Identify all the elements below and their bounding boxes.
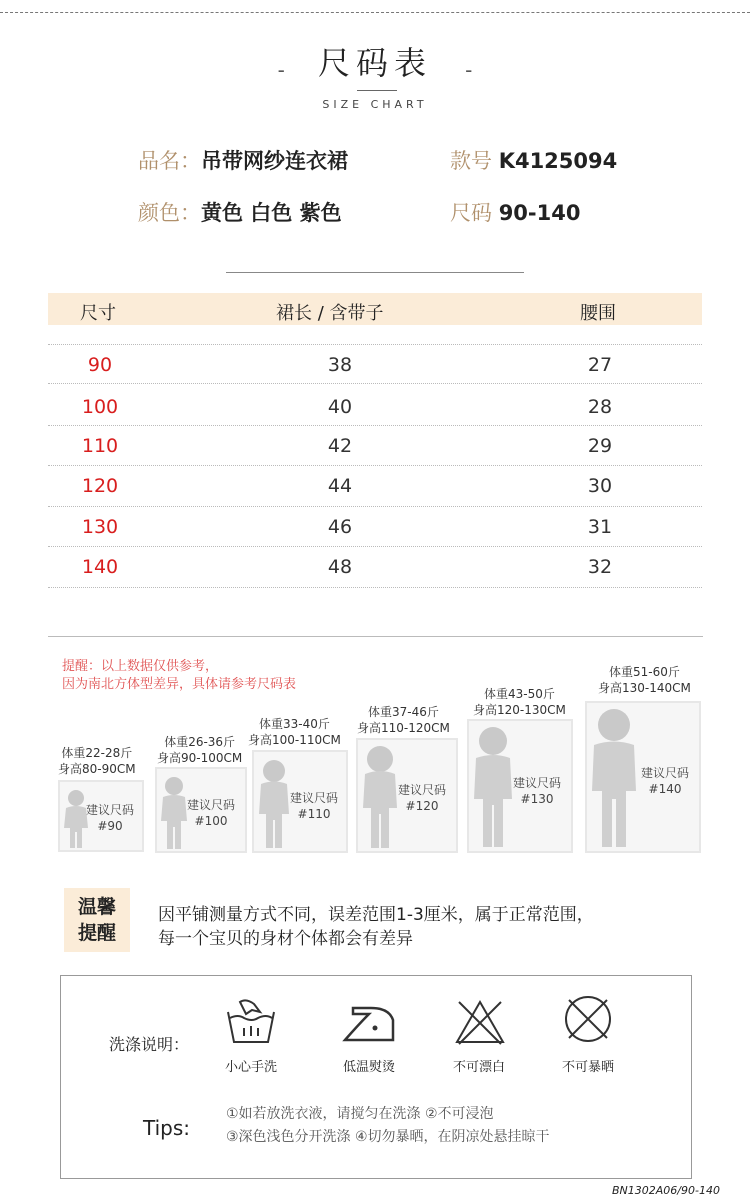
- cell-waist: 30: [587, 475, 613, 497]
- figure-box: [252, 750, 348, 853]
- suggest-code: #140: [648, 782, 682, 796]
- product-name-value: 吊带网纱连衣裙: [201, 149, 348, 173]
- figure-height: 身高80-90CM: [58, 762, 136, 776]
- cell-length: 40: [327, 396, 353, 418]
- suggest-label: 建议尺码: [86, 803, 135, 817]
- cell-size: 120: [81, 475, 119, 497]
- figure-suggestion: [398, 782, 446, 814]
- figure-box: [585, 701, 701, 853]
- cell-waist: 32: [587, 556, 613, 578]
- product-name-label: 品名：: [138, 149, 201, 173]
- cell-size: 140: [81, 556, 119, 578]
- cell-size: 90: [87, 354, 113, 376]
- care-label: 洗涤说明：: [109, 1035, 190, 1054]
- cell-waist: 28: [587, 396, 613, 418]
- suggest-code: #110: [297, 807, 331, 821]
- product-name-row: [138, 145, 348, 175]
- warm-tip-line-2: 每一个宝贝的身材个体都会有差异: [158, 929, 413, 949]
- style-number-value: K4125094: [498, 149, 618, 173]
- row-divider: [48, 506, 702, 507]
- size-table-header: [48, 293, 702, 325]
- row-divider: [48, 465, 702, 466]
- figure-weight-height: [248, 716, 341, 748]
- header-waist: 腰围: [580, 303, 616, 324]
- page-title: 尺码表: [317, 44, 432, 82]
- figure-weight-height: [58, 745, 136, 777]
- page-subtitle: SIZE CHART: [322, 98, 428, 111]
- cell-size: 110: [81, 435, 119, 457]
- suggest-code: #130: [520, 792, 554, 806]
- top-dashed-divider: [0, 12, 750, 13]
- figure-weight: 体重26-36斤: [164, 735, 236, 749]
- size-range-row: [450, 197, 580, 227]
- cell-waist: 31: [587, 516, 613, 538]
- cell-length: 38: [327, 354, 353, 376]
- color-label: 颜色：: [138, 201, 201, 225]
- child-silhouette-icon: [159, 775, 189, 851]
- cell-length: 46: [327, 516, 353, 538]
- figure-suggestion: [86, 802, 134, 834]
- figure-suggestion: [641, 765, 689, 797]
- care-caption: 不可暴晒: [561, 1060, 614, 1075]
- row-divider: [48, 546, 702, 547]
- tips-label: Tips:: [143, 1116, 191, 1140]
- figure-suggestion: [290, 790, 338, 822]
- figure-suggestion: [187, 797, 235, 829]
- style-number-label: 款号: [450, 149, 492, 173]
- figure-height: 身高90-100CM: [157, 751, 243, 765]
- figure-box: [58, 780, 144, 852]
- reminder-line-1: 提醒：以上数据仅供参考，: [62, 659, 219, 674]
- figure-weight-height: [598, 664, 691, 696]
- header-length: 裙长 / 含带子: [276, 303, 384, 324]
- header-size: 尺寸: [80, 303, 116, 324]
- reminder-line-2: 因为南北方体型差异，具体请参考尺码表: [62, 677, 297, 692]
- child-silhouette-icon: [361, 744, 399, 850]
- suggest-label: 建议尺码: [398, 783, 447, 797]
- figure-weight-height: [157, 734, 242, 766]
- cell-size: 100: [81, 396, 119, 418]
- title-underline: [357, 90, 397, 91]
- low-iron-icon: [341, 1000, 397, 1044]
- hand-wash-icon: [224, 998, 278, 1046]
- cell-length: 48: [327, 556, 353, 578]
- suggest-label: 建议尺码: [641, 766, 690, 780]
- cell-length: 44: [327, 475, 353, 497]
- suggest-code: #120: [405, 799, 439, 813]
- row-divider: [48, 425, 702, 426]
- suggest-label: 建议尺码: [513, 776, 562, 790]
- care-caption: 不可漂白: [452, 1060, 505, 1075]
- figure-box: [155, 767, 247, 853]
- badge-line-1: 温馨: [77, 896, 116, 918]
- badge-line-2: 提醒: [77, 922, 116, 944]
- child-silhouette-icon: [590, 707, 638, 849]
- figure-weight-height: [357, 704, 450, 736]
- tips-line-1: ①如若放洗衣液，请搅匀在洗涤 ②不可浸泡: [226, 1106, 494, 1122]
- figure-height: 身高100-110CM: [248, 733, 341, 747]
- figure-suggestion: [513, 775, 561, 807]
- row-divider: [48, 383, 702, 384]
- size-range-value: 90-140: [498, 201, 581, 225]
- tips-line-2: ③深色浅色分开洗涤 ④切勿暴晒，在阴凉处悬挂晾干: [226, 1129, 550, 1145]
- section-divider: [48, 636, 703, 637]
- figure-weight: 体重22-28斤: [61, 746, 133, 760]
- figure-height: 身高120-130CM: [473, 703, 566, 717]
- figure-height: 身高130-140CM: [598, 681, 691, 695]
- figure-weight: 体重33-40斤: [259, 717, 330, 731]
- no-bleach-icon: [453, 998, 507, 1046]
- title-dash-right: -: [465, 57, 473, 82]
- color-value: 黄色 白色 紫色: [201, 201, 342, 225]
- size-range-label: 尺码: [450, 201, 492, 225]
- color-row: [138, 197, 342, 227]
- cell-length: 42: [327, 435, 353, 457]
- warm-tip-line-1: 因平铺测量方式不同，误差范围1-3厘米，属于正常范围，: [158, 905, 594, 925]
- row-divider: [48, 587, 702, 588]
- care-caption: 小心手洗: [224, 1060, 277, 1075]
- row-divider: [48, 344, 702, 345]
- child-silhouette-icon: [257, 758, 291, 850]
- size-chart-title: [0, 38, 750, 84]
- care-instructions-box: [60, 975, 692, 1179]
- suggest-code: #90: [97, 819, 123, 833]
- figure-box: [356, 738, 458, 853]
- suggest-code: #100: [194, 814, 228, 828]
- product-code: BN1302A06/90-140: [612, 1184, 720, 1197]
- figure-height: 身高110-120CM: [357, 721, 450, 735]
- figure-weight: 体重37-46斤: [368, 705, 439, 719]
- child-silhouette-icon: [472, 725, 514, 849]
- style-number-row: [450, 145, 617, 175]
- cell-size: 130: [81, 516, 119, 538]
- figure-weight-height: [473, 686, 566, 718]
- warm-tip-badge: [64, 888, 130, 952]
- care-caption: 低温熨烫: [342, 1060, 395, 1075]
- no-tumble-dry-icon: [563, 994, 613, 1044]
- suggest-label: 建议尺码: [187, 798, 236, 812]
- figure-weight: 体重43-50斤: [484, 687, 555, 701]
- figure-weight: 体重51-60斤: [609, 665, 680, 679]
- suggest-label: 建议尺码: [290, 791, 339, 805]
- cell-waist: 29: [587, 435, 613, 457]
- title-dash-left: -: [277, 57, 285, 82]
- cell-waist: 27: [587, 354, 613, 376]
- figure-box: [467, 719, 573, 853]
- section-divider: [226, 272, 524, 273]
